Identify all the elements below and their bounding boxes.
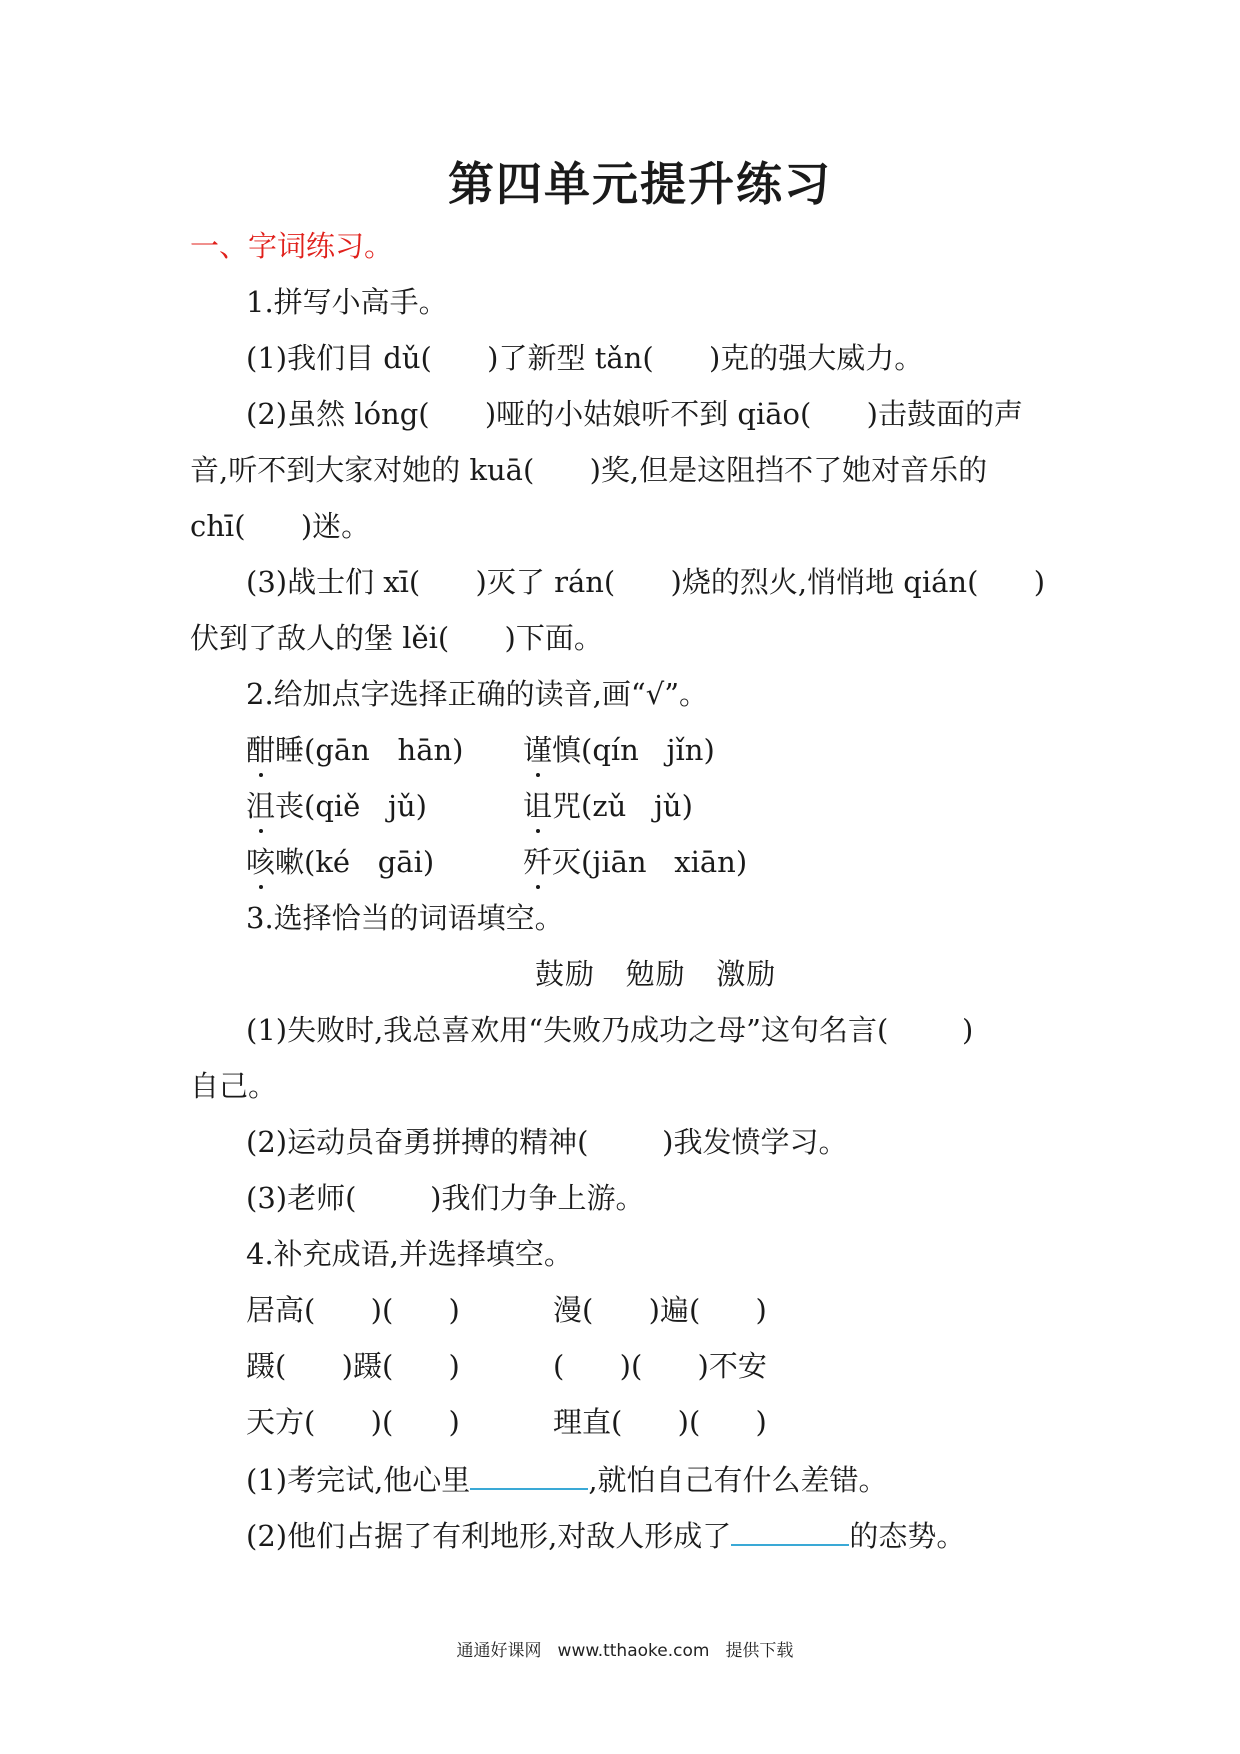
q1-line-2: (2)虽然 lóng( )哑的小姑娘听不到 qiāo( )击鼓面的声 bbox=[246, 397, 1023, 431]
pinyin-item bbox=[523, 842, 747, 882]
question-2-label: 2.给加点字选择正确的读音,画“√”。 bbox=[246, 677, 709, 711]
dotted-char: 酣 bbox=[246, 730, 275, 770]
dotted-char: 歼 bbox=[523, 842, 552, 882]
word-choices: 鼓励 勉励 激励 bbox=[535, 957, 777, 991]
footer bbox=[0, 1636, 1240, 1661]
q4-sentence-2 bbox=[246, 1514, 965, 1556]
pinyin-options: 嗽(ké gāi) bbox=[275, 845, 435, 879]
pinyin-options: 睡(gān hān) bbox=[275, 733, 464, 767]
answer-blank[interactable] bbox=[731, 1514, 849, 1546]
q1-line-5: (3)战士们 xī( )灭了 rán( )烧的烈火,悄悄地 qián( ) bbox=[246, 565, 1046, 599]
q3-line-4: (3)老师( )我们力争上游。 bbox=[246, 1181, 645, 1215]
section-heading: 一、字词练习。 bbox=[190, 229, 394, 263]
sentence-text: (2)他们占据了有利地形,对敌人形成了 bbox=[246, 1519, 732, 1553]
pinyin-item bbox=[246, 730, 463, 770]
q1-line-6: 伏到了敌人的堡 lěi( )下面。 bbox=[190, 621, 603, 655]
q1-line-3: 音,听不到大家对她的 kuā( )奖,但是这阻挡不了她对音乐的 bbox=[190, 453, 988, 487]
sentence-text: (1)考完试,他心里 bbox=[246, 1463, 471, 1497]
sentence-text: ,就怕自己有什么差错。 bbox=[588, 1463, 888, 1497]
q1-line-4: chī( )迷。 bbox=[190, 509, 371, 543]
pinyin-options: 灭(jiān xiān) bbox=[552, 845, 748, 879]
dotted-char: 咳 bbox=[246, 842, 275, 882]
idiom-item: 漫( )遍( ) bbox=[553, 1293, 767, 1327]
q3-line-3: (2)运动员奋勇拼搏的精神( )我发愤学习。 bbox=[246, 1125, 848, 1159]
question-1-label: 1.拼写小高手。 bbox=[246, 285, 448, 319]
q1-line-1: (1)我们目 dǔ( )了新型 tǎn( )克的强大威力。 bbox=[246, 341, 924, 375]
pinyin-options: 咒(zǔ jǔ) bbox=[552, 789, 693, 823]
dotted-char: 沮 bbox=[246, 786, 275, 826]
pinyin-options: 丧(qiě jǔ) bbox=[275, 789, 427, 823]
page-title: 第四单元提升练习 bbox=[448, 157, 832, 211]
pinyin-item bbox=[523, 730, 715, 770]
q4-sentence-1 bbox=[246, 1458, 888, 1500]
footer-url[interactable]: www.tthaoke.com bbox=[557, 1641, 710, 1661]
sentence-text: 的态势。 bbox=[849, 1519, 966, 1553]
q3-line-1: (1)失败时,我总喜欢用“失败乃成功之母”这句名言( ) bbox=[246, 1013, 974, 1047]
pinyin-item bbox=[246, 842, 434, 882]
question-4-label: 4.补充成语,并选择填空。 bbox=[246, 1237, 573, 1271]
footer-site: 通通好课网 bbox=[456, 1641, 542, 1661]
pinyin-item bbox=[246, 786, 427, 826]
dotted-char: 谨 bbox=[523, 730, 552, 770]
footer-note: 提供下载 bbox=[725, 1641, 794, 1661]
idiom-item: ( )( )不安 bbox=[553, 1349, 767, 1383]
dotted-char: 诅 bbox=[523, 786, 552, 826]
answer-blank[interactable] bbox=[470, 1458, 588, 1490]
question-3-label: 3.选择恰当的词语填空。 bbox=[246, 901, 564, 935]
idiom-item: 蹑( )蹑( ) bbox=[246, 1349, 460, 1383]
idiom-item: 天方( )( ) bbox=[246, 1405, 460, 1439]
idiom-item: 理直( )( ) bbox=[553, 1405, 767, 1439]
pinyin-options: 慎(qín jǐn) bbox=[552, 733, 715, 767]
q3-line-2: 自己。 bbox=[190, 1069, 278, 1103]
pinyin-item bbox=[523, 786, 693, 826]
idiom-item: 居高( )( ) bbox=[246, 1293, 460, 1327]
